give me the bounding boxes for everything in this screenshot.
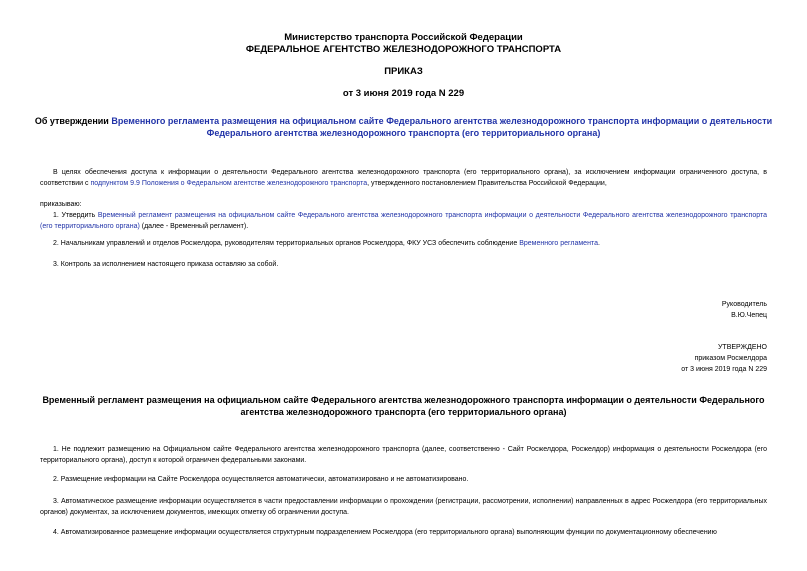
order-title xyxy=(30,115,777,139)
ministry-name: Министерство транспорта Российской Федерации xyxy=(284,32,523,43)
regulation-paragraph-3: 3. Автоматическое размещение информации осуществляется в части предоставлении информации о прохождении (регистрации, рассмотрении, исполнении) направленных в адрес Росжелдора (его территориальных органов) документах, за исключением документов, имеющих отметку об ограничении доступа. xyxy=(40,498,767,516)
agency-name: ФЕДЕРАЛЬНОЕ АГЕНТСТВО ЖЕЛЕЗНОДОРОЖНОГО ТРАНСПОРТА xyxy=(245,44,562,55)
order-word: приказываю: xyxy=(40,201,82,208)
order-title-prefix: Об утверждении xyxy=(34,116,112,126)
order-item-3: 3. Контроль за исполнением настоящего приказа оставляю за собой. xyxy=(53,261,279,268)
item-2-suffix: . xyxy=(597,240,600,247)
item-1-suffix: (далее - Временный регламент). xyxy=(139,223,249,230)
approved-label: УТВЕРЖДЕНО xyxy=(717,344,767,351)
regulation-paragraph-1: 1. Не подлежит размещению на Официальном сайте Федерального агентства железнодорожного транспорта (далее, соответственно - Сайт Росжелдора, Росжелдор) информация о деятельности Росжелдора (его территориального органа), доступ к которой ограничен федеральными законами. xyxy=(40,446,767,464)
regulation-paragraph-2: 2. Размещение информации на Сайте Росжелдора осуществляется автоматически, автоматизировано и не автоматизировано. xyxy=(53,476,469,483)
preamble xyxy=(40,167,767,189)
regulation-link[interactable]: Временного регламента размещения на официальном сайте Федерального агентства железнодорожного транспорта информации о деятельности Федерального агентства железнодорожного транспорта (его территориального органа) xyxy=(111,116,773,138)
regulation-link-3[interactable]: Временного регламента xyxy=(519,240,598,247)
item-2-prefix: 2. Начальникам управлений и отделов Росжелдора, руководителям территориальных органов Росжелдора, ФКУ УСЗ обеспечить соблюдение xyxy=(53,240,520,247)
doc-type: ПРИКАЗ xyxy=(384,66,423,77)
signature-role: Руководитель xyxy=(721,301,767,308)
order-item-1 xyxy=(40,210,767,232)
provision-link[interactable]: подпунктом 9.9 Положения о Федеральном агентстве железнодорожного транспорта xyxy=(90,180,368,187)
regulation-paragraph-4: 4. Автоматизированное размещение информации осуществляется структурным подразделением Росжелдора (его территориального органа) выполняющим функции по документационному обеспечению xyxy=(53,529,717,536)
signature-name: В.Ю.Чепец xyxy=(731,312,767,319)
approved-by: приказом Росжелдора xyxy=(694,355,767,362)
preamble-text-1: В целях обеспечения доступа к информации о деятельности Федерального агентства железнодорожного транспорта (его территориального органа), за исключением информации ограниченного доступа, в соответствии с xyxy=(40,169,767,187)
regulation-link-2[interactable]: Временный регламент размещения на официальном сайте Федерального агентства железнодорожного транспорта информации о деятельности Федерального агентства железнодорожного транспорта (его территориального органа) xyxy=(40,212,768,230)
item-1-prefix: 1. Утвердить xyxy=(53,212,98,219)
preamble-text-2: , утвержденного постановлением Правительства Российской Федерации, xyxy=(367,180,607,187)
order-item-2 xyxy=(40,238,767,249)
regulation-title: Временный регламент размещения на официальном сайте Федерального агентства железнодорожного транспорта информации о деятельности Федерального агентства железнодорожного транспорта (его территориального органа) xyxy=(42,395,765,417)
doc-date-number: от 3 июня 2019 года N 229 xyxy=(342,88,465,99)
approved-date: от 3 июня 2019 года N 229 xyxy=(681,366,767,373)
